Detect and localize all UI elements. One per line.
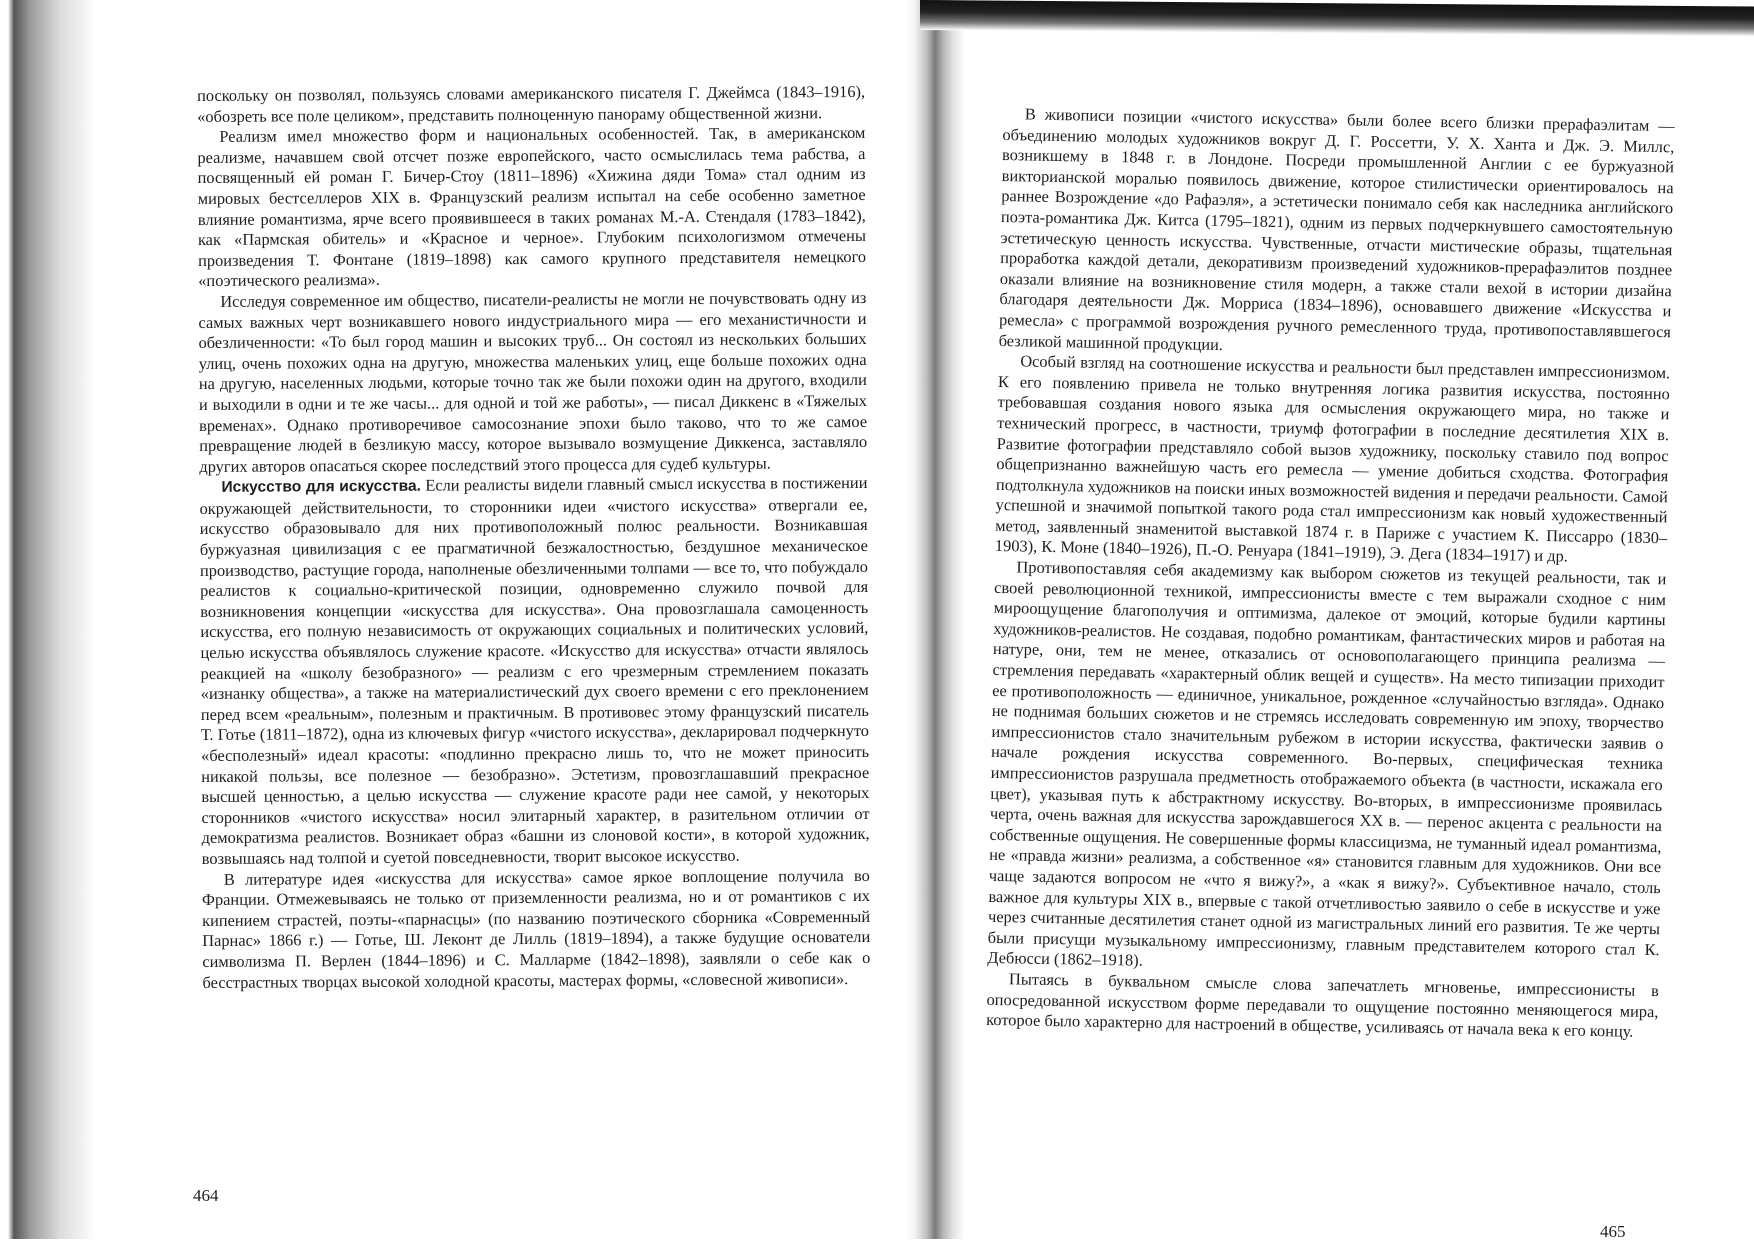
page-number-left: 464 bbox=[193, 1186, 219, 1205]
paragraph: Особый взгляд на соотношение искусства и реальности был представлен импрессионизмом. К его появлению привела не только внутренняя логика развития искусства, постоянно требовавшая создания нового языка для осмысления окружающего мира, но также и технический прогресс, в частности, триумф фотографии в последние десятилетия XIX в. Развитие фотографии представляло собой вызов художнику, поскольку ставило под вопрос общепризнанно важнейшую часть его ремесла — умение добиться сходства. Фотография подтолкнула художников на поиски иных возможностей видения и передачи реальности. Самой успешной и значимой попыткой такого рода стал импрессионизм как новый художественный метод, заявленный знаменитой выставкой 1874 г. в Париже с участием К. Писсарро (1830–1903), К. Моне (1840–1926), П.-О. Ренуара (1841–1919), Э. Дега (1834–1917) и др. bbox=[994, 351, 1671, 566]
paragraph: Противопоставляя себя академизму как выбором сюжетов из текущей реальности, так и своей революционной техникой, импрессионисты вместе с тем выражали сходное с ним мироощущение благополучия и оптимизма, далекое от эмоций, которые будили картины художников-реалистов. Не создавая, подобно романтикам, фантастических миров и работая на натуре, они, тем не менее, отказались от основополагающего принципа реализма — стремления передавать «характерный облик вещей и существ». На место типизации приходит ее противоположность — единичное, уникальное, рожденное «случайностью взгляда». Однако не поднимая больших сюжетов и не стремясь исследовать современную им эпоху, творчество импрессионистов стало значительным рубежом в истории искусства, фактически заявив о начале рождения искусства современного. Во-первых, специфическая техника импрессионистов разрушала предметность отображаемого объекта (в частности, искажала его цвет), указывая путь к абстрактному искусству. Во-вторых, в импрессионизме проявилась черта, очень важная для искусства зарождавшегося XX в. — перенос акцента с реальности на собственные ощущения. Не совершенные формы классицизма, не туманный идеал романтизма, не «правда жизни» реализма, а собственное «я» становится главным для художников. Они все чаще задаются вопросом не «что я вижу?», а «как я вижу?». Субъективное начало, столь важное для культуры XIX в., впервые с такой отчетливостью заявило о себе в искусстве и уже через считанные десятилетия станет одной из магистральных линий его развития. Те же черты были присущи музыкальному импрессионизму, главным представителем которого стал К. Дебюсси (1862–1918). bbox=[987, 557, 1667, 971]
left-page-body bbox=[197, 82, 871, 993]
runin-heading: Искусство для искусства. bbox=[221, 477, 422, 497]
paragraph-art-for-art bbox=[199, 473, 869, 869]
paragraph: Пытаясь в буквальном смысле слова запечатлеть мгновенье, импрессионисты в опосредованной искусством форме передавали то ощущение постоянно меняющегося мира, которое было характерно для настроений в обществе, усиливаясь от начала века к его концу. bbox=[986, 969, 1660, 1041]
paragraph: поскольку он позволял, пользуясь словами американского писателя Г. Джеймса (1843–1916), «обозреть все поле целиком», представить полноценную панораму общественной жизни. bbox=[197, 81, 866, 126]
book-gutter bbox=[905, 0, 965, 1239]
scan-shadow-left bbox=[0, 0, 95, 1239]
paragraph-text: Если реалисты видели главный смысл искусства в постижении окружающей действительности, то сторонники идеи «чистого искусства» отвергали ее, искусство образовывало для них противоположный полюс реальности. Возникавшая буржуазная цивилизация с ее прагматичной безжалостностью, бездушное механическое производство, растущие города, наполненые обезличенными толпами — все то, что побуждало реалистов к социально-критической позиции, одновременно служило почвой для возникновения концепции «искусства для искусства». Она провозглашала самоценность искусства, его полную независимость от окружающих социальных и политических условий, целью искусства объявлялось служение красоте. «Искусство для искусства» отчасти являлось реакцией на «школу безобразного» — реализм с его чрезмерным стремлением показать «изнанку общества», а также на материалистический дух своего времени с его преклонением перед всем «реальным», полезным и практичным. В противовес этому французский писатель Т. Готье (1811–1872), одна из ключевых фигур «чистого искусства», декларировал подчеркнуто «бесполезный» идеал красоты: «подлинно прекрасно лишь то, что не может приносить никакой пользы, все полезное — безобразно». Эстетизм, провозглашавший прекрасное высшей ценностью, а целью искусства — служение красоте ради нее самой, у некоторых сторонников «чистого искусства» носил элитарный характер, в разительном отличии от демократизма реалистов. Возникает образ «башни из слоновой кости», в которой художник, возвышаясь над толпой и суетой повседневности, творит высокое искусство. bbox=[199, 473, 870, 868]
paragraph: Исследуя современное им общество, писатели-реалисты не могли не почувствовать одну из самых важных черт возникавшего нового индустриального мира — его механистичности и обезличенности: «То был город машин и высоких труб... Он состоял из нескольких больших улиц, очень похожих одна на другую, множества маленьких улиц, еще больше похожих одна на другую, населенных людьми, которые точно так же были похожи один на другого, входили и выходили в одни и те же часы... для одной и той же работы», — писал Диккенс в «Тяжелых временах». Однако противоречивое самосознание эпохи было таково, что то же самое превращение людей в безликую массу, которое вызывало возмущение Диккенса, заставляло других авторов опасаться скорее последствий этого процесса для судеб культуры. bbox=[198, 287, 868, 476]
scan-shadow-top bbox=[920, 0, 1754, 37]
paragraph: В литературе идея «искусства для искусства» самое яркое воплощение получила во Франции. Отмежевываясь не только от приземленности реализма, но и от романтиков с их кипением страстей, поэты-«парнасцы» (по названию поэтического сборника «Современный Парнас» 1866 г.) — Готье, Ш. Леконт де Лилль (1819–1894), а также будущие основатели символизма П. Верлен (1844–1896) и С. Малларме (1842–1898), заявляли о себе как о бесстрастных творцах высокой холодной красоты, мастерах формы, «словесной живописи». bbox=[201, 865, 871, 992]
paragraph: В живописи позиции «чистого искусства» были более всего близки прерафаэлитам — объединению молодых художников вокруг Д. Г. Россетти, У. Х. Ханта и Дж. Э. Миллс, возникшему в 1848 г. в Лондоне. Посреди промышленной Англии с ее буржуазной викторианской моралью появилось движение, которое стилистически ориентировалось на раннее Возрождение «до Рафаэля», а эстетически понимало себя как наследника английского поэта-романтика Дж. Китса (1795–1821), одним из первых подчеркнувшего самостоятельную эстетическую ценность искусства. Чувственные, отчасти мистические образы, тщательная проработка каждой детали, декоративизм произведений художников-прерафаэлитов позднее оказали влияние на возникновение стиля модерн, а также стали вехой в истории дизайна благодаря деятельности Дж. Морриса (1834–1896), основавшего движение «Искусства и ремесла» с программой возрождения ручного ремесленного труда, противопоставлявшегося безликой машинной продукции. bbox=[998, 104, 1675, 354]
page-number-right: 465 bbox=[1600, 1222, 1626, 1241]
right-page-body bbox=[986, 104, 1675, 1043]
paragraph: Реализм имел множество форм и национальных особенностей. Так, в американском реализме, начавшем свой отсчет позже европейского, часто осмыслилась тема рабства, а посвященный ей роман Г. Бичер-Стоу (1811–1896) «Хижина дяди Тома» стал одним из мировых бестселлеров XIX в. Французский реализм испытал на себе особенно заметное влияние романтизма, ярче всего проявившееся в таких романах М.-А. Стендаля (1783–1842), как «Пармская обитель» и «Красное и черное». Глубоким психологизмом отмечены произведения Т. Фонтане (1819–1898) как самого крупного представителя немецкого «поэтического реализма». bbox=[197, 123, 867, 291]
